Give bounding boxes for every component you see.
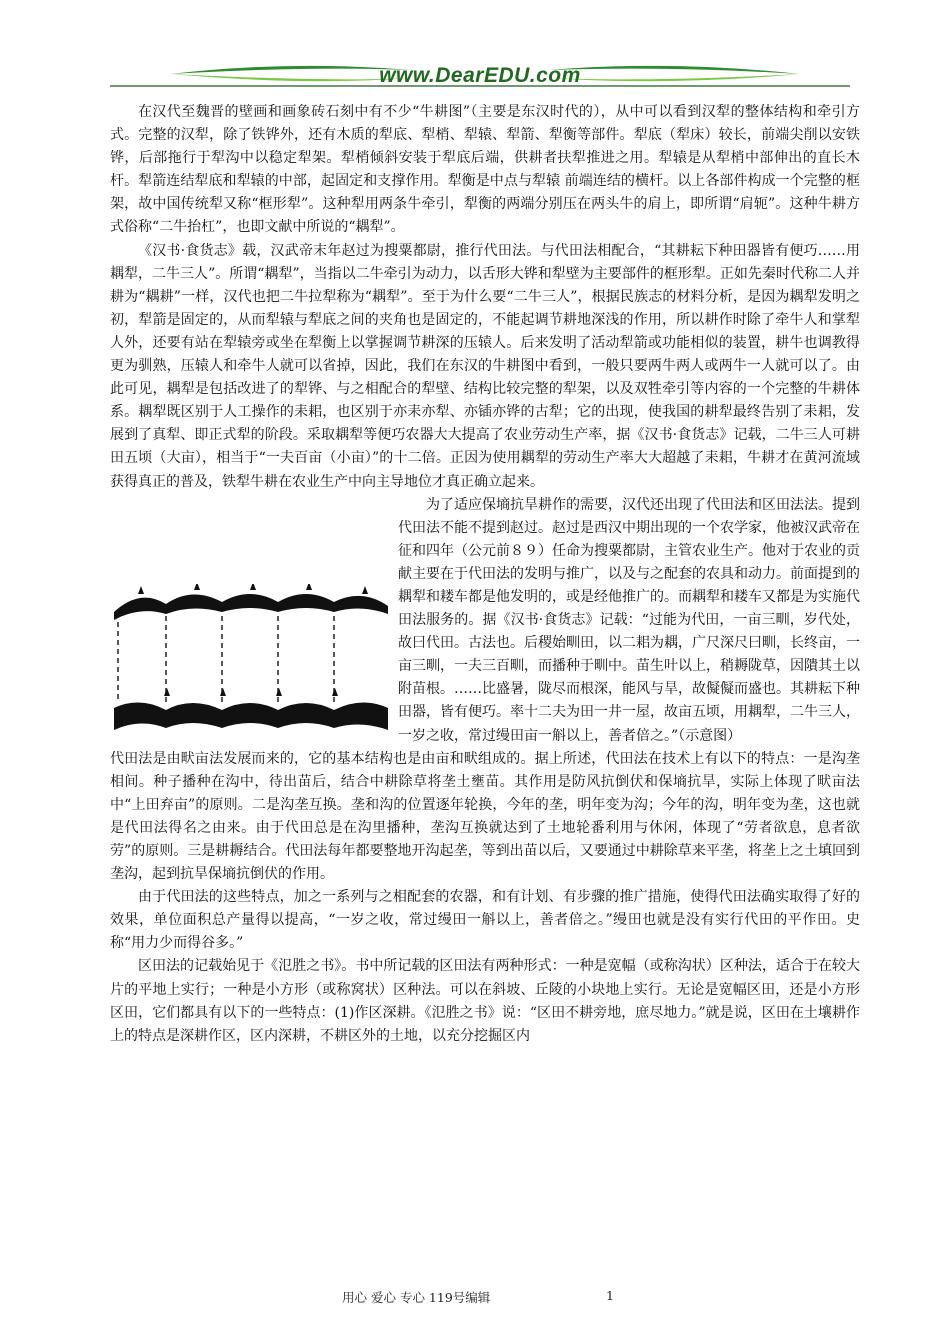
page-number: 1 xyxy=(606,1288,614,1303)
paragraph: 为了适应保墒抗旱耕作的需要，汉代还出现了代田法和区田法法。提到代田法不能不提到赵过。赵过是西汉中期出现的一个农学家，他被汉武帝在征和四年（公元前８９）任命为搜粟都尉，主管农业生产。他对于农业的贡献主要在于代田法的发明与推广，以及与之配套的农具和动力。前面提到的耦犁和耧车都是他发明的，或是经他推广的。而耦犁和耧车又都是为实施代田法服务的。据《汉书·食货志》记载：“过能为代田，一亩三甽，岁代处，故曰代田。古法也。后稷始甽田，以二耜为耦，广尺深尺曰甽，长终亩，一亩三甽，一夫三百甽，而播种于甽中。苗生叶以上，稍耨陇草，因隤其土以附苗根。……比盛暑，陇尽而根深，能风与旱，故儗儗而盛也。其耕耘下种田器，皆有便巧。率十二夫为田一井一屋，故亩五顷，用耦犁，二牛三人，一岁之收，常过缦田亩一斛以上，善者倍之。”（示意图） xyxy=(398,496,860,744)
site-url: www.DearEDU.com xyxy=(379,64,581,87)
article-body xyxy=(110,101,860,1048)
paragraph: 区田法的记载始见于《氾胜之书》。书中所记载的区田法有两种形式：一种是宽幅（或称沟状）区种法，适合于在较大片的平地上实行；一种是小方形（或称窝状）区种法。可以在斜坡、丘陵的小块地上实行。无论是宽幅区田，还是小方形区田，它们都具有以下的一些特点：(1)作区深耕。《氾胜之书》说：“区田不耕旁地，庶尽地力。”就是说，区田在土壤耕作上的特点是深耕作区，区内深耕，不耕区外的土地，以充分挖掘区内 xyxy=(110,958,860,1044)
paragraph: 代田法是由畎亩法发展而来的，它的基本结构也是由亩和畎组成的。据上所述，代田法在技术上有以下的特点：一是沟垄相间。种子播种在沟中，待出苗后，结合中耕除草将垄土壅苗。其作用是防风抗倒伏和保墒抗旱，实际上体现了畎亩法中“上田弃亩”的原则。二是沟垄互换。垄和沟的位置逐年轮换，今年的垄，明年变为沟；今年的沟，明年变为垄，这也就是代田法得名之由来。由于代田总是在沟里播种，垄沟互换就达到了土地轮番利用与休闲，体现了“劳者欲息，息者欲劳”的原则。三是耕耨结合。代田法每年都要整地开沟起垄，等到出苗以后，又要通过中耕除草来平垄，将垄上之土填回到垄沟，起到抗旱保墒抗倒伏的作用。 xyxy=(110,750,860,883)
daitian-diagram-image xyxy=(110,584,392,736)
page-header xyxy=(110,56,850,96)
footer-note: 用心 爱心 专心 119号编辑 xyxy=(342,1290,491,1305)
paragraph: 《汉书·食货志》载，汉武帝末年赵过为搜粟都尉，推行代田法。与代田法相配合，“其耕耘下种田器皆有便巧……用耦犁，二牛三人”。所谓“耦犁”，当指以二牛牵引为动力，以舌形大铧和犁壁为主要部件的框形犁。正如先秦时代称二人并耕为“耦耕”一样，汉代也把二牛拉犁称为“耦犁”。至于为什么要“二牛三人”，根据民族志的材料分析，是因为耦犁发明之初，犁箭是固定的，从而犁辕与犁底之间的夹角也是固定的，不能起调节耕地深浅的作用，所以耕作时除了牵牛人和掌犁人外，还要有站在犁辕旁或坐在犁衡上以掌握调节耕深的压辕人。后来发明了活动犁箭或功能相似的装置，耕牛也调教得更为驯熟，压辕人和牵牛人就可以省掉，因此，我们在东汉的牛耕图中看到，一般只要两牛两人或两牛一人就可以了。由此可见，耦犁是包括改进了的犁铧、与之相配合的犁壁、结构比较完整的犁架，以及双牲牵引等内容的一个完整的牛耕体系。耦犁既区别于人工操作的耒耜，也区别于亦耒亦犁、亦锸亦铧的古犁；它的出现，使我国的耕犁最终告别了耒耜，发展到了真犁、即正式犁的阶段。采取耦犁等便巧农器大大提高了农业劳动生产率，据《汉书·食货志》记载，二牛三人可耕田五顷（大亩），相当于“一夫百亩（小亩）”的十二倍。正因为使用耦犁的劳动生产率大大超越了耒耜，牛耕才在黄河流域获得真正的普及，铁犁牛耕在农业生产中向主导地位才真正确立起来。 xyxy=(110,242,860,490)
paragraph: 在汉代至魏晋的壁画和画象砖石刻中有不少“牛耕图”（主要是东汉时代的），从中可以看到汉犁的整体结构和牵引方式。完整的汉犁，除了铁铧外，还有木质的犁底、犁梢、犁辕、犁箭、犁衡等部件。犁底（犁床）较长，前端尖削以安铁铧，后部拖行于犁沟中以稳定犁架。犁梢倾斜安装于犁底后端，供耕者扶犁推进之用。犁辕是从犁梢中部伸出的直长木杆。犁箭连结犁底和犁辕的中部，起固定和支撑作用。犁衡是中点与犁辕 前端连结的横杆。以上各部件构成一个完整的框架，故中国传统犁又称“框形犁”。这种犁用两条牛牵引，犁衡的两端分别压在两头牛的肩上，即所谓“肩轭”。这种牛耕方式俗称“二牛抬杠”，也即文献中所说的“耦犁”。 xyxy=(110,104,860,236)
paragraph: 由于代田法的这些特点，加之一系列与之相配套的农器，和有计划、有步骤的推广措施，使得代田法确实取得了好的效果，单位面积总产量得以提高，“一岁之收，常过缦田一斛以上，善者倍之。”缦田也就是没有实行代田的平作田。史称“用力少而得谷多。” xyxy=(110,889,860,952)
